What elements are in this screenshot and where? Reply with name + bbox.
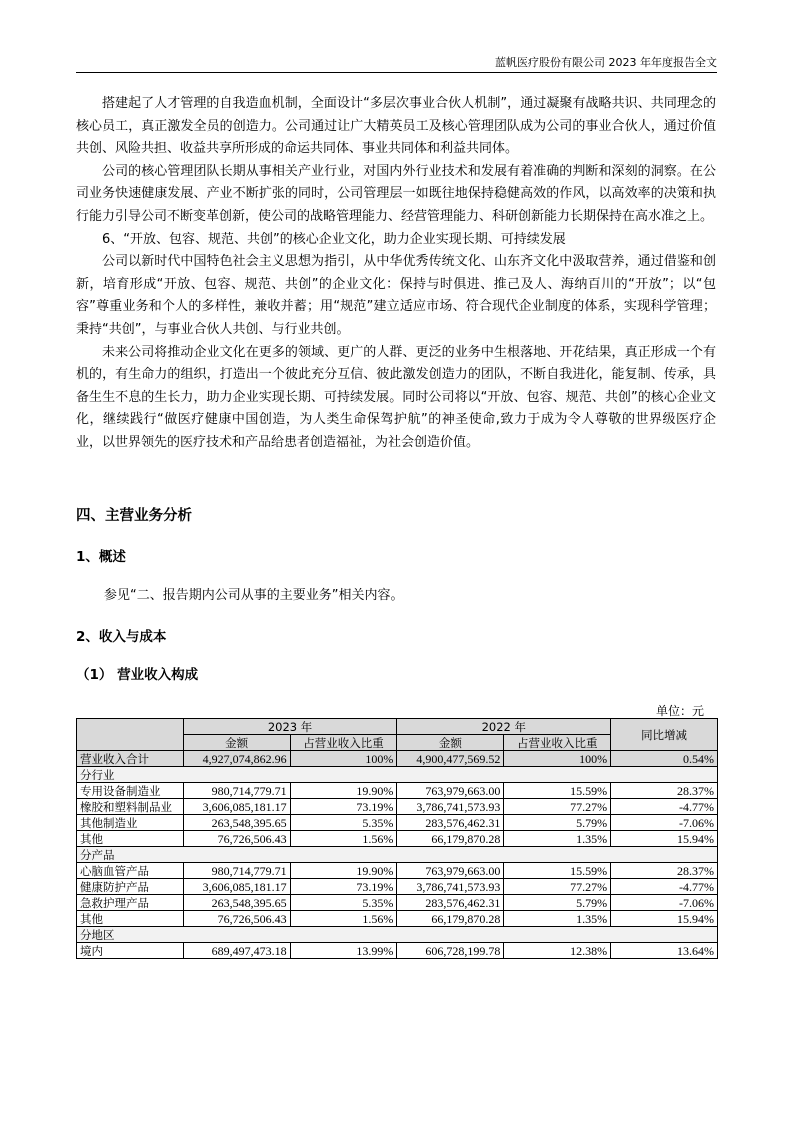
cell-value: 980,714,779.71 bbox=[183, 783, 290, 799]
header-cell bbox=[77, 719, 184, 751]
header-cell: 金额 bbox=[183, 735, 290, 751]
table-row bbox=[77, 943, 718, 959]
row-label: 心脑血管产品 bbox=[77, 863, 184, 879]
section-row bbox=[77, 767, 718, 783]
cell-value: 0.54% bbox=[611, 751, 718, 767]
cell-value: 77.27% bbox=[504, 879, 611, 895]
table-row bbox=[77, 751, 718, 767]
cell-value: 15.59% bbox=[504, 783, 611, 799]
cell-value: 12.38% bbox=[504, 943, 611, 959]
cell-value: 76,726,506.43 bbox=[183, 911, 290, 927]
row-label: 境内 bbox=[77, 943, 184, 959]
cell-value: 15.59% bbox=[504, 863, 611, 879]
header-cell: 占营业收入比重 bbox=[504, 735, 611, 751]
cell-value: 100% bbox=[504, 751, 611, 767]
paragraph: 公司以新时代中国特色社会主义思想为指引，从中华优秀传统文化、山东齐文化中汲取营养，通过借鉴和创新，培育形成“开放、包容、规范、共创”的企业文化：保持与时俱进、推己及人、海纳百川的“开放”；以“包容”尊重业务和个人的多样性，兼收并蓄；用“规范”建立适应市场、符合现代企业制度的体系，实现科学管理；秉持“共创”，与事业合伙人共创、与行业共创。 bbox=[76, 254, 716, 337]
paragraph: 搭建起了人才管理的自我造血机制，全面设计“多层次事业合伙人机制”，通过凝聚有战略共识、共同理念的核心员工，真正激发全员的创造力。公司通过让广大精英员工及核心管理团队成为公司的事业合伙人，通过价值共创、风险共担、收益共享所形成的命运共同体、事业共同体和利益共同体。 bbox=[76, 96, 716, 157]
cell-value: 1.35% bbox=[504, 831, 611, 847]
header-cell: 2022 年 bbox=[397, 719, 611, 735]
cell-value: -4.77% bbox=[611, 879, 718, 895]
cell-value: 76,726,506.43 bbox=[183, 831, 290, 847]
section-label: 分行业 bbox=[77, 767, 718, 783]
row-label: 其他 bbox=[77, 911, 184, 927]
section-label: 分地区 bbox=[77, 927, 718, 943]
cell-value: 73.19% bbox=[290, 799, 397, 815]
cell-value: -7.06% bbox=[611, 895, 718, 911]
table-row bbox=[77, 815, 718, 831]
cell-value: 763,979,663.00 bbox=[397, 863, 504, 879]
cell-value: 4,900,477,569.52 bbox=[397, 751, 504, 767]
paragraph: 公司的核心管理团队长期从事相关产业行业，对国内外行业技术和发展有着准确的判断和深刻的洞察。在公司业务快速健康发展、产业不断扩张的同时，公司管理层一如既往地保持稳健高效的作风，以高效率的决策和执行能力引导公司不断变革创新，使公司的战略管理能力、经营管理能力、科研创新能力长期保持在高水准之上。 bbox=[76, 163, 716, 224]
cell-value: 5.79% bbox=[504, 815, 611, 831]
cell-value: 283,576,462.31 bbox=[397, 895, 504, 911]
section-row bbox=[77, 927, 718, 943]
header-cell: 占营业收入比重 bbox=[290, 735, 397, 751]
cell-value: 13.99% bbox=[290, 943, 397, 959]
cell-value: 689,497,473.18 bbox=[183, 943, 290, 959]
cell-value: 980,714,779.71 bbox=[183, 863, 290, 879]
row-label: 专用设备制造业 bbox=[77, 783, 184, 799]
cell-value: -4.77% bbox=[611, 799, 718, 815]
cell-value: 15.94% bbox=[611, 911, 718, 927]
cell-value: 3,786,741,573.93 bbox=[397, 879, 504, 895]
table-row bbox=[77, 895, 718, 911]
cell-value: 19.90% bbox=[290, 863, 397, 879]
row-label: 橡胶和塑料制品业 bbox=[77, 799, 184, 815]
section-label: 分产品 bbox=[77, 847, 718, 863]
row-label: 营业收入合计 bbox=[77, 751, 184, 767]
row-label: 其他制造业 bbox=[77, 815, 184, 831]
table-row bbox=[77, 799, 718, 815]
overview-text: 参见“二、报告期内公司从事的主要业务”相关内容。 bbox=[104, 588, 404, 603]
cell-value: 66,179,870.28 bbox=[397, 831, 504, 847]
cell-value: -7.06% bbox=[611, 815, 718, 831]
cell-value: 28.37% bbox=[611, 783, 718, 799]
cell-value: 1.35% bbox=[504, 911, 611, 927]
row-label: 其他 bbox=[77, 831, 184, 847]
cell-value: 5.35% bbox=[290, 815, 397, 831]
table-row bbox=[77, 863, 718, 879]
table-row bbox=[77, 783, 718, 799]
cell-value: 3,786,741,573.93 bbox=[397, 799, 504, 815]
cell-value: 3,606,085,181.17 bbox=[183, 879, 290, 895]
row-label: 健康防护产品 bbox=[77, 879, 184, 895]
cell-value: 13.64% bbox=[611, 943, 718, 959]
cell-value: 28.37% bbox=[611, 863, 718, 879]
cell-value: 77.27% bbox=[504, 799, 611, 815]
row-label: 急救护理产品 bbox=[77, 895, 184, 911]
table-header-row bbox=[77, 719, 718, 735]
cell-value: 15.94% bbox=[611, 831, 718, 847]
cell-value: 1.56% bbox=[290, 831, 397, 847]
cell-value: 283,576,462.31 bbox=[397, 815, 504, 831]
subsection-title: 1、概述 bbox=[76, 549, 126, 565]
table-row bbox=[77, 911, 718, 927]
cell-value: 73.19% bbox=[290, 879, 397, 895]
cell-value: 763,979,663.00 bbox=[397, 783, 504, 799]
section-row bbox=[77, 847, 718, 863]
cell-value: 19.90% bbox=[290, 783, 397, 799]
cell-value: 606,728,199.78 bbox=[397, 943, 504, 959]
cell-value: 100% bbox=[290, 751, 397, 767]
cell-value: 3,606,085,181.17 bbox=[183, 799, 290, 815]
section-title: 四、主营业务分析 bbox=[76, 508, 192, 524]
cell-value: 263,548,395.65 bbox=[183, 815, 290, 831]
unit-label: 单位：元 bbox=[656, 704, 705, 718]
subsection-title: 2、收入与成本 bbox=[76, 629, 167, 645]
cell-value: 263,548,395.65 bbox=[183, 895, 290, 911]
table-row bbox=[77, 831, 718, 847]
cell-value: 5.79% bbox=[504, 895, 611, 911]
subsection-title: （1） 营业收入构成 bbox=[76, 667, 199, 683]
header-cell: 同比增减 bbox=[611, 719, 718, 751]
paragraph-heading: 6、“开放、包容、规范、共创”的核心企业文化，助力企业实现长期、可持续发展 bbox=[102, 231, 566, 247]
page-header bbox=[76, 52, 717, 73]
table-row bbox=[77, 879, 718, 895]
cell-value: 5.35% bbox=[290, 895, 397, 911]
revenue-table bbox=[76, 718, 718, 959]
cell-value: 4,927,074,862.96 bbox=[183, 751, 290, 767]
cell-value: 1.56% bbox=[290, 911, 397, 927]
paragraph: 未来公司将推动企业文化在更多的领域、更广的人群、更泛的业务中生根落地、开花结果，真正形成一个有机的，有生命力的组织，打造出一个彼此充分互信、彼此激发创造力的团队，不断自我进化，能复制、传承，具备生生不息的生长力，助力企业实现长期、可持续发展。同时公司将以“开放、包容、规范、共创”的核心企业文化，继续践行“做医疗健康中国创造，为人类生命保驾护航”的神圣使命,致力于成为令人尊敬的世界级医疗企业，以世界领先的医疗技术和产品给患者创造福祉，为社会创造价值。 bbox=[76, 344, 716, 450]
report-title: 蓝帆医疗股份有限公司 2023 年年度报告全文 bbox=[495, 56, 717, 69]
header-cell: 2023 年 bbox=[183, 719, 397, 735]
body-text bbox=[76, 93, 716, 455]
header-cell: 金额 bbox=[397, 735, 504, 751]
cell-value: 66,179,870.28 bbox=[397, 911, 504, 927]
